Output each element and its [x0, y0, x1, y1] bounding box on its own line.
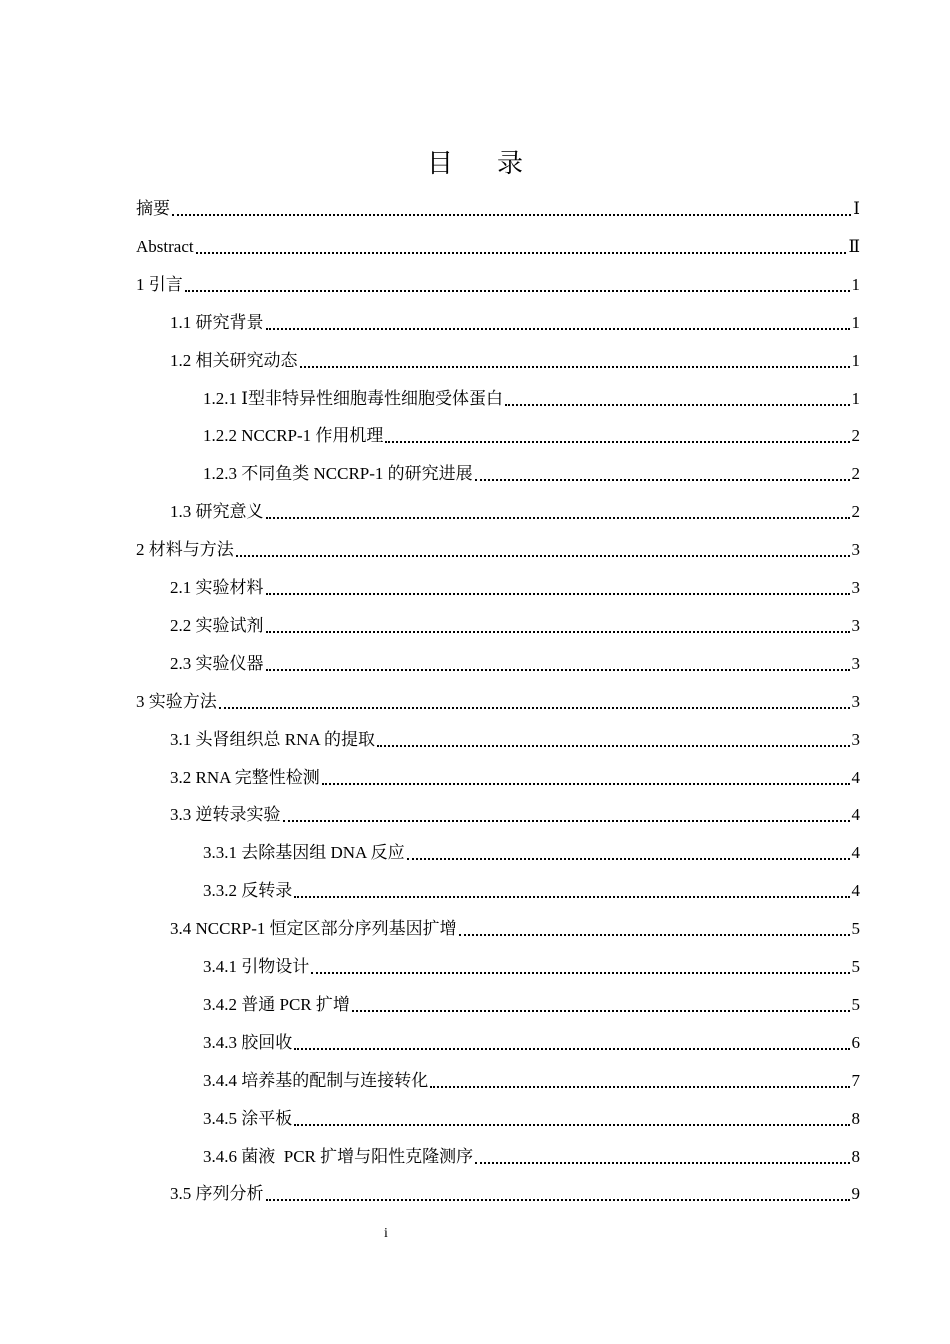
- toc-dot-leader: [294, 1044, 849, 1050]
- toc-dot-leader: [266, 324, 850, 330]
- toc-entry-page: Ⅱ: [848, 236, 860, 256]
- toc-entry[interactable]: [203, 1054, 860, 1092]
- toc-dot-leader: [172, 210, 851, 216]
- toc-dot-leader: [385, 437, 849, 443]
- toc-entry-label: 3.4.2 普通 PCR 扩增: [203, 994, 350, 1014]
- toc-entry-label: 摘要: [136, 199, 170, 218]
- toc-entry-page: 3: [851, 615, 860, 635]
- toc-entry-page: 5: [851, 957, 860, 976]
- page-number: i: [384, 1226, 388, 1241]
- toc-entry-label: 1.1 研究背景: [170, 312, 264, 332]
- toc-entry-page: 1: [851, 274, 860, 294]
- toc-entry-label: 1.2 相关研究动态: [170, 350, 298, 370]
- toc-entry-label: 1.3 研究意义: [170, 502, 264, 522]
- toc-entry-label: 1.2.2 NCCRP-1 作用机理: [203, 426, 384, 446]
- toc-entry-label: 3.4.4 培养基的配制与连接转化: [203, 1070, 429, 1090]
- toc-entry[interactable]: [136, 675, 860, 713]
- toc-dot-leader: [219, 703, 850, 709]
- toc-entry[interactable]: [170, 334, 860, 372]
- toc-dot-leader: [294, 892, 849, 898]
- toc-entry-label: 3.3.1 去除基因组 DNA 反应: [203, 843, 405, 863]
- toc-dot-leader: [475, 475, 850, 481]
- toc-entry[interactable]: [136, 523, 860, 561]
- toc-entry-page: 1: [851, 312, 860, 332]
- toc-dot-leader: [430, 1082, 849, 1088]
- toc-entry-label: 2.1 实验材料: [170, 578, 264, 597]
- toc-entry[interactable]: [203, 978, 860, 1016]
- toc-entry-page: 7: [851, 1070, 860, 1090]
- toc-entry-page: 5: [851, 919, 860, 939]
- toc-dot-leader: [266, 665, 850, 671]
- toc-entry-page: 2: [851, 464, 860, 484]
- toc-entry-page: 1: [851, 388, 860, 408]
- toc-entry-page: 9: [851, 1184, 860, 1204]
- toc-entry[interactable]: [136, 258, 860, 296]
- toc-dot-leader: [196, 248, 847, 254]
- toc-entry-label: 1 引言: [136, 274, 183, 294]
- toc-dot-leader: [322, 779, 850, 785]
- toc-dot-leader: [266, 513, 850, 519]
- toc-dot-leader: [266, 627, 850, 633]
- toc-dot-leader: [459, 930, 850, 936]
- toc-entry-label: 1.2.3 不同鱼类 NCCRP-1 的研究进展: [203, 464, 473, 484]
- toc-entry-page: 6: [851, 1032, 860, 1052]
- toc-dot-leader: [505, 400, 850, 406]
- toc-entry[interactable]: [203, 372, 860, 410]
- toc-entry[interactable]: [170, 485, 860, 523]
- toc-entry-label: 2 材料与方法: [136, 540, 234, 560]
- toc-dot-leader: [311, 968, 849, 974]
- toc-entry-page: 1: [851, 350, 860, 370]
- toc-entry-label: 3.3 逆转录实验: [170, 805, 281, 825]
- toc-entry-label: 3.1 头肾组织总 RNA 的提取: [170, 729, 375, 749]
- toc-entry-page: 8: [851, 1108, 860, 1128]
- toc-entry-label: 3.4.5 涂平板: [203, 1108, 293, 1128]
- toc-dot-leader: [283, 816, 850, 822]
- toc-dot-leader: [352, 1006, 850, 1012]
- toc-entry-label: 2.3 实验仪器: [170, 653, 264, 673]
- toc-entry[interactable]: [203, 940, 860, 978]
- toc-dot-leader: [475, 1158, 849, 1164]
- toc-entry-label: 3.4.1 引物设计: [203, 957, 310, 976]
- toc-entry[interactable]: [203, 447, 860, 485]
- toc-entry[interactable]: [203, 1016, 860, 1054]
- toc-entry[interactable]: [203, 1092, 860, 1130]
- toc-entry-page: 2: [851, 426, 860, 446]
- toc-dot-leader: [236, 551, 850, 557]
- toc-entry-page: 3: [851, 578, 860, 597]
- toc-entry[interactable]: [203, 1130, 860, 1168]
- toc-dot-leader: [407, 854, 850, 860]
- toc-dot-leader: [300, 362, 850, 368]
- toc-entry-label: 3.4 NCCRP-1 恒定区部分序列基因扩增: [170, 919, 457, 939]
- toc-entry-label: Abstract: [136, 236, 194, 256]
- toc-entry[interactable]: [203, 409, 860, 447]
- toc-entry-label: 2.2 实验试剂: [170, 615, 264, 635]
- toc-entry-label: 3.5 序列分析: [170, 1184, 264, 1204]
- toc-entry[interactable]: [170, 561, 860, 599]
- toc-entry-page: Ⅰ: [853, 199, 860, 218]
- toc-entry[interactable]: [170, 637, 860, 675]
- toc-entry[interactable]: [170, 1167, 860, 1205]
- toc-entry-label: 3 实验方法: [136, 691, 217, 711]
- toc-entry-page: 4: [851, 805, 860, 825]
- toc-entry-label: 3.4.6 菌液 PCR 扩增与阳性克隆测序: [203, 1146, 474, 1166]
- toc-entry-page: 8: [851, 1146, 860, 1166]
- toc-entry-label: 3.4.3 胶回收: [203, 1032, 293, 1052]
- toc-entry[interactable]: [170, 788, 860, 826]
- toc-entry[interactable]: [136, 220, 860, 258]
- toc-entry[interactable]: [203, 826, 860, 864]
- toc-entry-page: 3: [851, 540, 860, 560]
- toc-entry-label: 3.3.2 反转录: [203, 881, 293, 901]
- toc-entry-page: 3: [851, 729, 860, 749]
- toc-entry-page: 2: [851, 502, 860, 522]
- toc-entry[interactable]: [136, 182, 860, 220]
- toc-entry-page: 3: [851, 691, 860, 711]
- toc-entry-page: 4: [851, 881, 860, 901]
- toc-dot-leader: [266, 589, 850, 595]
- page-title: 目录: [426, 149, 567, 178]
- toc-entry-page: 3: [851, 653, 860, 673]
- toc-entry-page: 4: [851, 843, 860, 863]
- toc-entry-page: 5: [851, 994, 860, 1014]
- toc-entry[interactable]: [170, 751, 860, 789]
- toc-dot-leader: [294, 1120, 849, 1126]
- toc-dot-leader: [377, 741, 850, 747]
- toc-dot-leader: [266, 1195, 850, 1201]
- toc-entry[interactable]: [170, 599, 860, 637]
- toc-entry[interactable]: [170, 902, 860, 940]
- toc-entry-page: 4: [851, 767, 860, 787]
- toc-entry-label: 1.2.1 Ⅰ型非特异性细胞毒性细胞受体蛋白: [203, 388, 503, 408]
- toc-entry[interactable]: [170, 296, 860, 334]
- toc-entry-label: 3.2 RNA 完整性检测: [170, 767, 320, 787]
- toc-dot-leader: [185, 286, 850, 292]
- toc-entry[interactable]: [170, 713, 860, 751]
- toc-entry[interactable]: [203, 864, 860, 902]
